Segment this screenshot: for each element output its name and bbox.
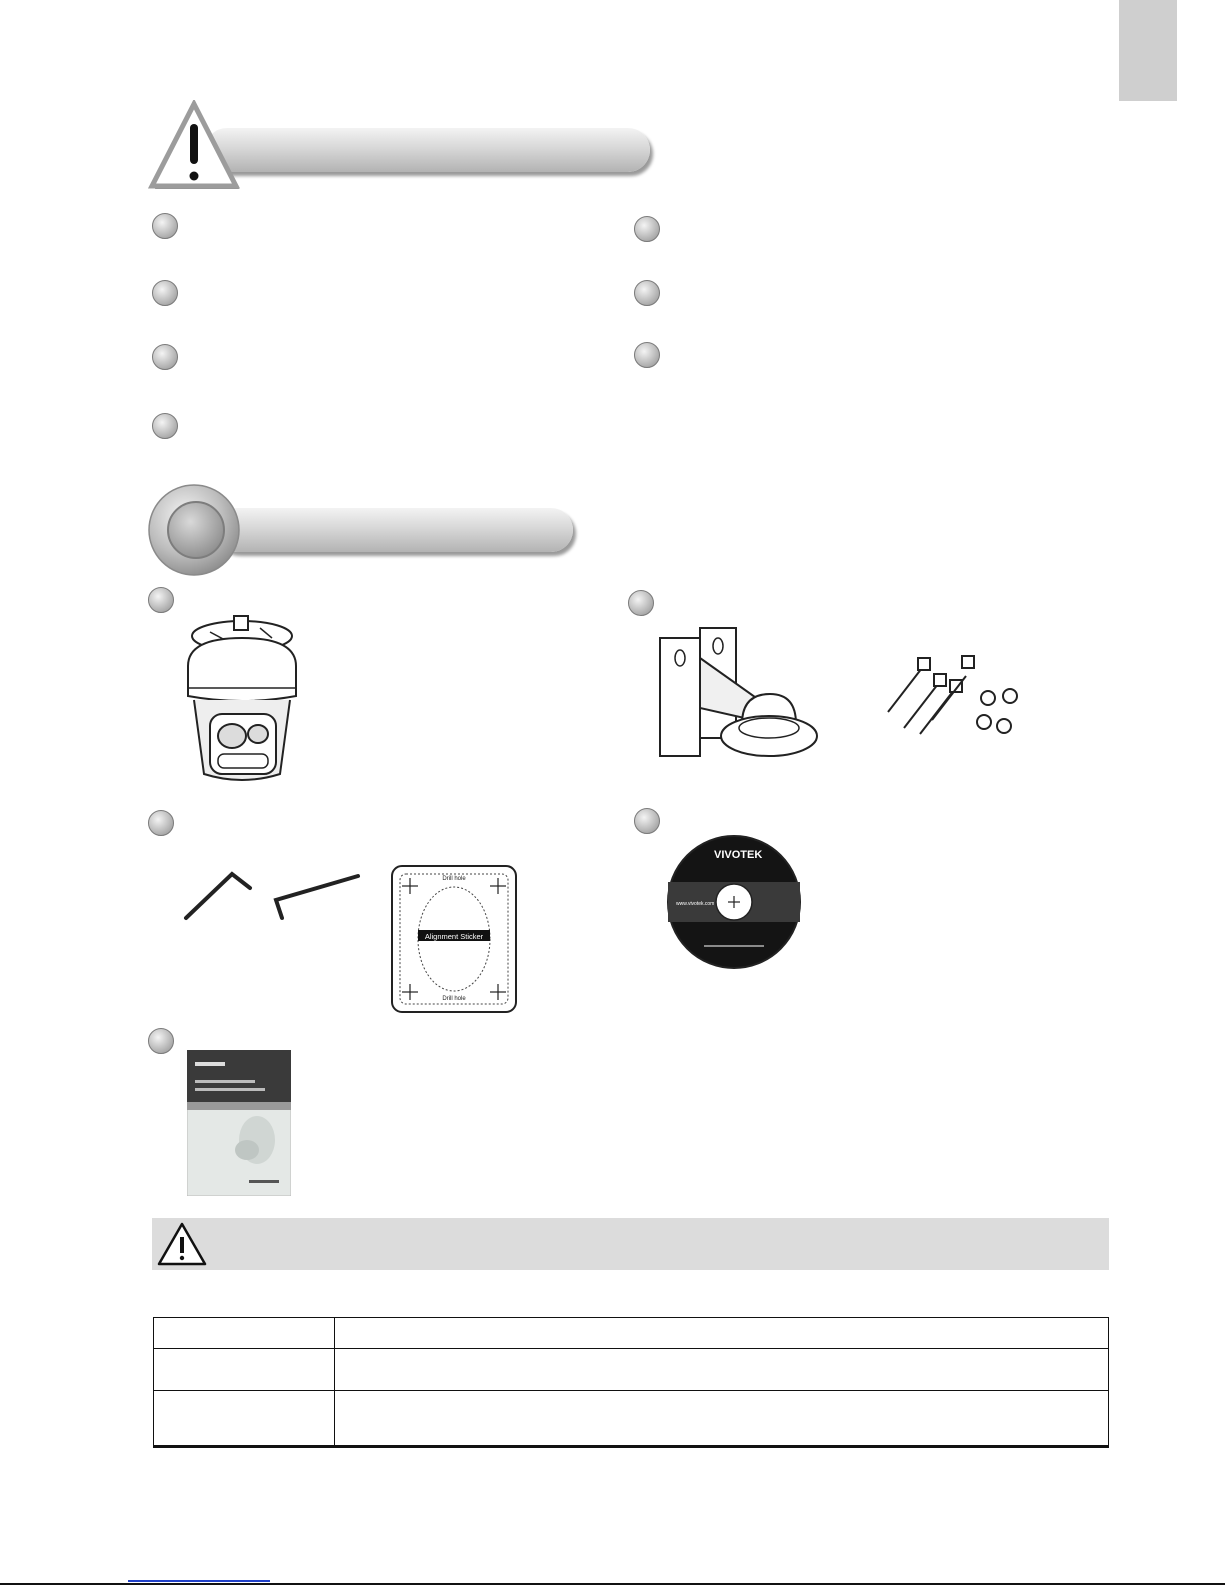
wall-mount-bracket-image: [650, 624, 820, 784]
warning-note-strip: [152, 1218, 1109, 1270]
sticker-title-label: Alignment Sticker: [424, 932, 484, 941]
table-row: [154, 1318, 1109, 1349]
warning-section-banner: [205, 128, 650, 172]
sticker-drill-bottom-label: Drill hole: [442, 996, 466, 1002]
software-cd-image: [666, 834, 802, 970]
cd-brand-label: VIVOTEK: [714, 849, 763, 861]
precaution-bullet-2: [152, 280, 178, 306]
alignment-sticker-image: [390, 864, 518, 1014]
language-tab[interactable]: [1119, 0, 1177, 101]
sticker-drill-top-label: Drill hole: [442, 876, 466, 882]
warning-triangle-icon: [148, 100, 240, 192]
precaution-bullet-5: [634, 216, 660, 242]
table-row: [154, 1349, 1109, 1391]
table-row: [154, 1391, 1109, 1447]
item-bullet-cd: [634, 808, 660, 834]
package-contents-banner: [215, 508, 573, 552]
speed-dome-camera-image: [180, 614, 310, 792]
caution-icon: [156, 1221, 208, 1267]
precaution-bullet-3: [152, 344, 178, 370]
section-ring-icon: [146, 482, 242, 578]
spec-table: [153, 1317, 1109, 1448]
allen-keys-image: [180, 866, 370, 936]
item-bullet-guide: [148, 1028, 174, 1054]
precaution-bullet-1: [152, 213, 178, 239]
precaution-bullet-6: [634, 280, 660, 306]
precaution-bullet-7: [634, 342, 660, 368]
screw-anchors-image: [880, 650, 1040, 750]
footer-link[interactable]: [128, 1580, 270, 1582]
cd-url-label: www.vivotek.com: [676, 901, 715, 907]
quick-installation-guide-image: [187, 1050, 291, 1196]
item-bullet-bracket: [628, 590, 654, 616]
precaution-bullet-4: [152, 413, 178, 439]
item-bullet-tools: [148, 810, 174, 836]
item-bullet-camera: [148, 587, 174, 613]
